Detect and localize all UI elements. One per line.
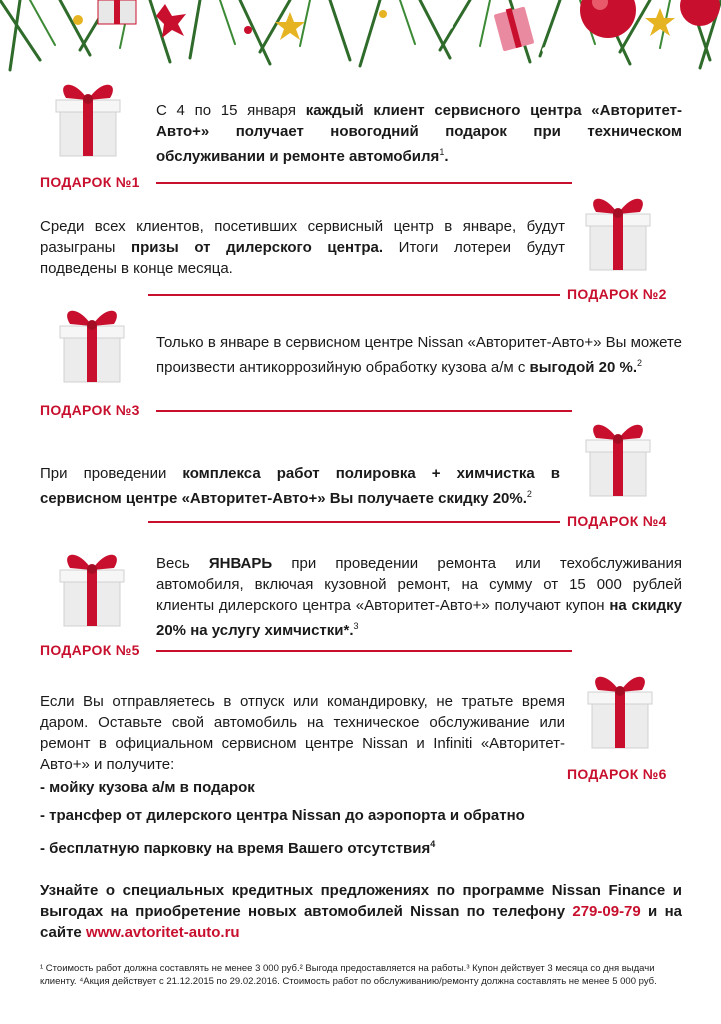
list-item: - трансфер от дилерского центра Nissan до аэропорта и обратно	[40, 807, 525, 824]
gift-3-text: Только в январе в сервисном центре Nissan «Авторитет-Авто+» Вы можете произвести антикоррозийную обработку кузова а/м с выгодой 20 %.$^2$	[156, 334, 682, 376]
gift-4-label: ПОДАРОК №4	[567, 513, 667, 529]
gift-5-divider	[156, 650, 572, 652]
gift-3-divider	[156, 410, 572, 412]
gift-6-benefits-list	[40, 778, 525, 867]
list-item: - мойку кузова а/м в подарок	[40, 779, 255, 796]
list-item: - бесплатную парковку на время Вашего отсутствия$^4$	[40, 839, 436, 857]
phone-number[interactable]: 279-09-79	[572, 903, 641, 920]
gift-1-text: С 4 по 15 января каждый клиент сервисного центра «Авторитет-Авто+» получает новогодний подарок при техническом обслуживании и ремонте автомобиля$^1$.	[156, 102, 682, 165]
contact-paragraph: Узнайте о специальных кредитных предложениях по программе Nissan Finance и выгодах на приобретение новых автомобилей Nissan по телефону 279-09-79 и на сайте www.avtoritet-auto.ru	[40, 882, 682, 941]
footnotes: ¹ Стоимость работ должна составлять не менее 3 000 руб.² Выгода предоставляется на работы.³ Купон действует 3 месяца со дня выдачи клиенту. ⁴Акция действует с 21.12.2015 по 29.02.2016. Стоимость работ по обслуживанию/ремонту должна составлять не менее 5 000 руб.	[40, 963, 657, 987]
gift-5-text: Весь ЯНВАРЬ при проведении ремонта или техобслуживания автомобиля, включая кузовной ремонт, на сумму от 15 000 рублей клиенты дилерского центра «Авторитет-Авто+» получают купон на скидку 20% на услугу химчистки*.$^3$	[156, 555, 682, 639]
website-link[interactable]: www.avtoritet-auto.ru	[85, 924, 240, 941]
gift-2-divider	[148, 294, 560, 296]
gift-1-label: ПОДАРОК №1	[40, 174, 140, 190]
gift-box-icon	[584, 666, 656, 752]
gift-box-icon	[56, 544, 128, 630]
gift-box-icon	[56, 300, 128, 386]
gift-5-label: ПОДАРОК №5	[40, 642, 140, 658]
gift-6-label: ПОДАРОК №6	[567, 766, 667, 782]
gift-2-label: ПОДАРОК №2	[567, 286, 667, 302]
gift-6-text: Если Вы отправляетесь в отпуск или командировку, не тратьте время даром. Оставьте свой автомобиль на техническое обслуживание или ремонт в официальном сервисном центре Nissan и Infiniti «Авторитет-Авто+» и получите:	[40, 693, 565, 773]
gift-4-text: При проведении комплекса работ полировка + химчистка в сервисном центре «Авторитет-Авто+» Вы получаете скидку 20%.$^2$	[40, 465, 560, 507]
gift-1-divider	[156, 182, 572, 184]
gift-box-icon	[52, 74, 124, 160]
gift-2-text: Среди всех клиентов, посетивших сервисный центр в январе, будут разыграны призы от дилерского центра. Итоги лотереи будут подведены в конце месяца.	[40, 218, 566, 277]
gift-3-label: ПОДАРОК №3	[40, 402, 140, 418]
gift-box-icon	[582, 414, 654, 500]
gift-box-icon	[582, 188, 654, 274]
gift-4-divider	[148, 521, 560, 523]
